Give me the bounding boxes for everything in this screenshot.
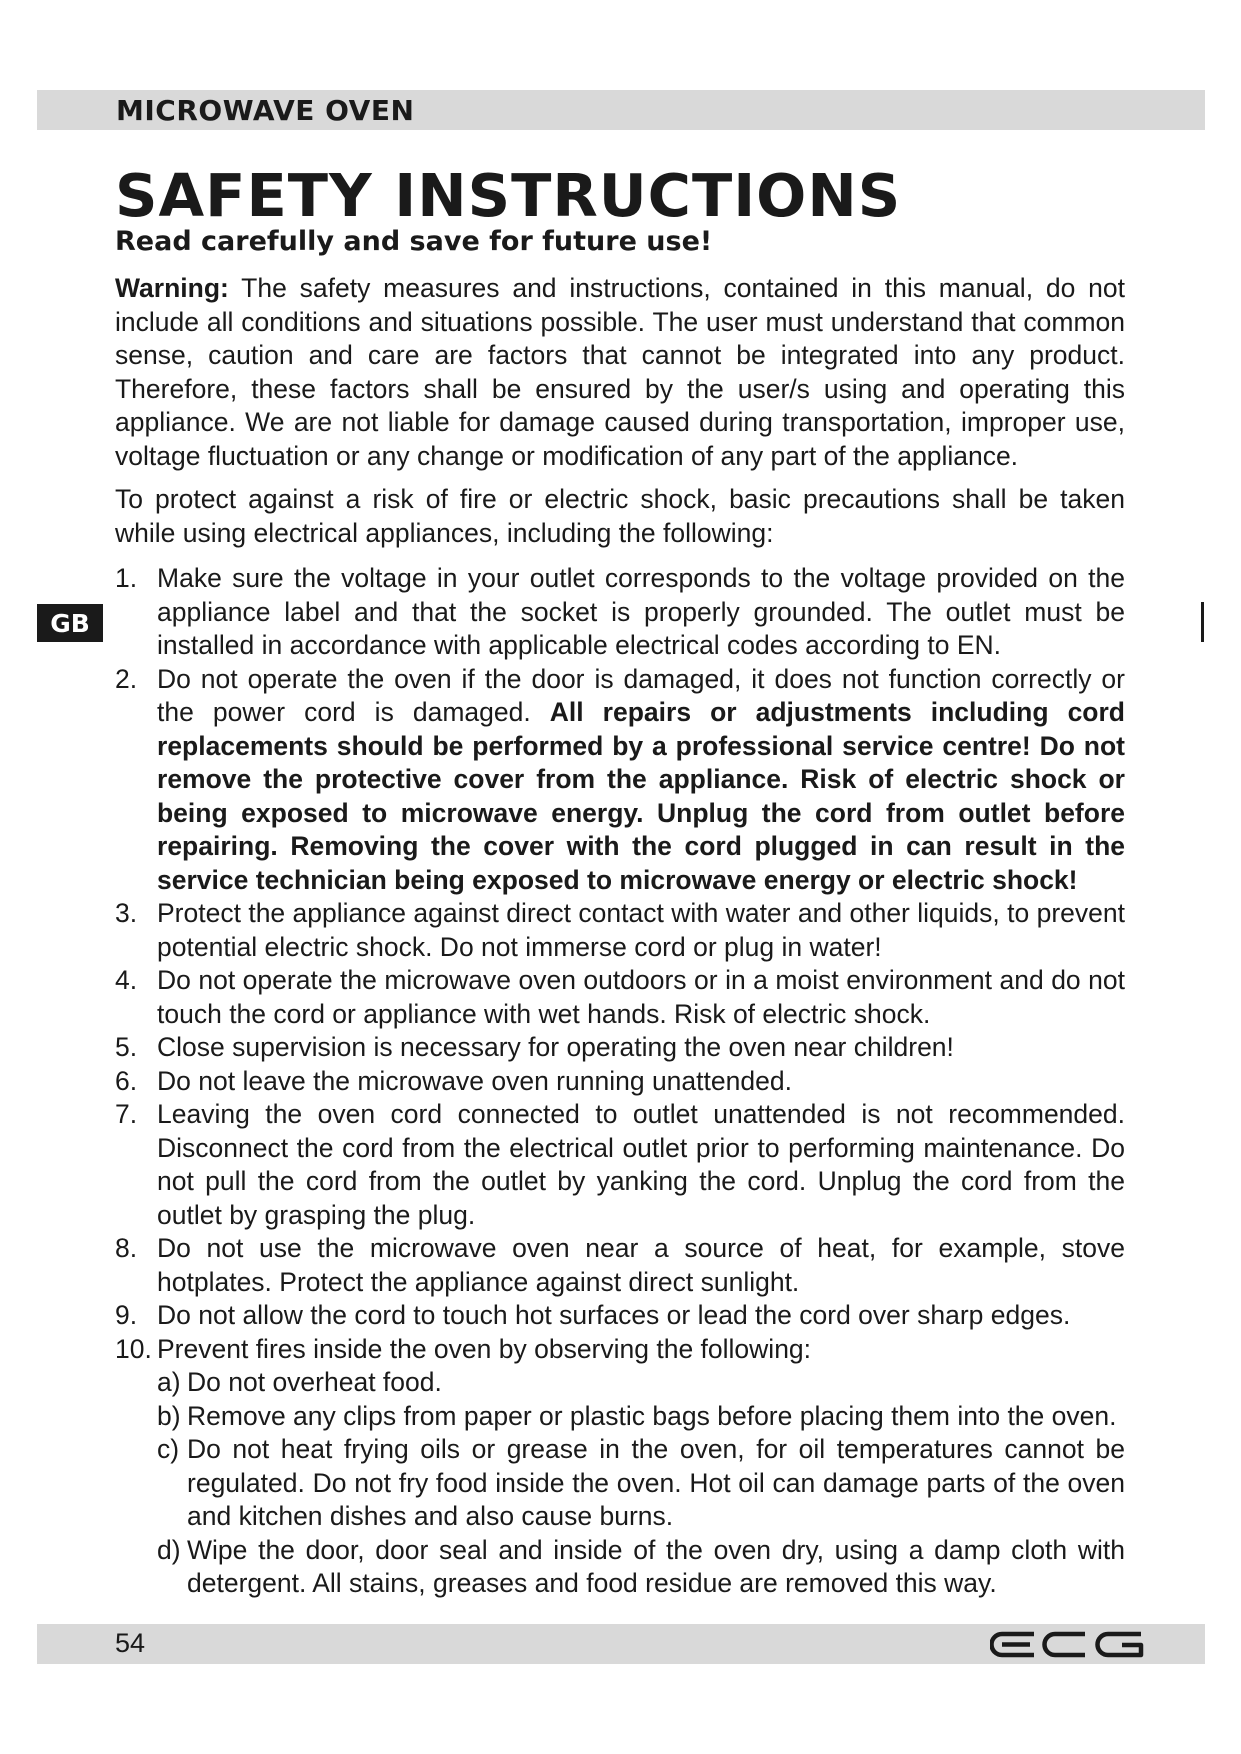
list-item	[115, 562, 1125, 663]
sub-list	[157, 1366, 1125, 1601]
list-item	[115, 1232, 1125, 1299]
warning-text: The safety measures and instructions, contained in this manual, do not include all conditions and situations possible. The user must understand that common sense, caution and care are factors that cannot be integrated into any product. Therefore, these factors shall be ensured by the user/s using and operating this appliance. We are not liable for damage caused during transportation, improper use, voltage fluctuation or any change or modification of any part of the appliance.	[115, 273, 1125, 471]
item-text: Prevent fires inside the oven by observing the following:	[157, 1333, 812, 1364]
list-item	[115, 1065, 1125, 1099]
item-text: Do not operate the oven if the door is damaged, it does not function correctly or the power cord is damaged.	[157, 663, 1125, 727]
list-item	[115, 964, 1125, 1031]
warning-paragraph	[115, 272, 1125, 473]
sub-item-text: Wipe the door, door seal and inside of the oven dry, using a damp cloth with detergent. All stains, greases and food residue are removed this way.	[187, 1534, 1125, 1598]
sub-list-item	[157, 1400, 1125, 1434]
item-number: 9.	[115, 1300, 138, 1330]
item-number: 3.	[115, 898, 138, 928]
sub-item-text: Remove any clips from paper or plastic bags before placing them into the oven.	[187, 1400, 1117, 1431]
section-title: MICROWAVE OVEN	[116, 94, 415, 127]
item-text: Do not use the microwave oven near a source of heat, for example, stove hotplates. Protect the appliance against direct sunlight.	[157, 1233, 1125, 1297]
sub-list-item	[157, 1433, 1125, 1534]
list-item	[115, 1299, 1125, 1333]
sub-item-letter: c)	[157, 1434, 180, 1464]
list-item	[115, 1031, 1125, 1065]
item-bold-text: All repairs or adjustments including cord replacements should be performed by a professional service centre! Do not remove the protective cover from the appliance. Risk of electric shock or being exposed to microwave energy. Unplug the cord from outlet before repairing. Removing the cover with the cord plugged in can result in the service technician being exposed to microwave energy or electric shock!	[157, 697, 1125, 895]
item-number: 10.	[115, 1333, 152, 1364]
sub-item-text: Do not heat frying oils or grease in the oven, for oil temperatures cannot be regulated. Do not fry food inside the oven. Hot oil can damage parts of the oven and kitchen dishes and also cause burns.	[187, 1434, 1125, 1531]
language-tab: GB	[37, 604, 103, 642]
item-text: Make sure the voltage in your outlet corresponds to the voltage provided on the appliance label and that the socket is properly grounded. The outlet must be installed in accordance with applicable electrical codes according to EN.	[157, 563, 1125, 660]
ecg-logo-icon	[990, 1631, 1144, 1658]
sub-item-letter: a)	[157, 1367, 181, 1397]
item-text: Protect the appliance against direct contact with water and other liquids, to prevent potential electric shock. Do not immerse cord or plug in water!	[157, 898, 1125, 962]
list-item	[115, 663, 1125, 898]
item-number: 4.	[115, 965, 138, 995]
sub-list-item	[157, 1366, 1125, 1400]
sub-item-text: Do not overheat food.	[187, 1367, 442, 1397]
page-number: 54	[115, 1628, 146, 1658]
sub-item-letter: b)	[157, 1400, 181, 1431]
item-text: Do not operate the microwave oven outdoors or in a moist environment and do not touch the cord or appliance with wet hands. Risk of electric shock.	[157, 965, 1125, 1029]
item-number: 2.	[115, 663, 138, 694]
margin-marker	[1201, 602, 1204, 642]
header-bar	[37, 90, 1205, 130]
list-item	[115, 1333, 1125, 1601]
list-item	[115, 897, 1125, 964]
sub-item-letter: d)	[157, 1534, 181, 1565]
subtitle: Read carefully and save for future use!	[115, 226, 713, 257]
item-number: 8.	[115, 1233, 138, 1263]
item-number: 5.	[115, 1032, 138, 1062]
list-item	[115, 1098, 1125, 1232]
sub-list-item	[157, 1534, 1125, 1601]
content	[115, 272, 1125, 1601]
item-number: 7.	[115, 1099, 138, 1129]
item-number: 1.	[115, 563, 138, 593]
page-title: SAFETY INSTRUCTIONS	[115, 161, 902, 230]
intro-paragraph: To protect against a risk of fire or electric shock, basic precautions shall be taken while using electrical appliances, including the following:	[115, 484, 1125, 548]
item-text: Do not allow the cord to touch hot surfaces or lead the cord over sharp edges.	[157, 1300, 1071, 1330]
instruction-list	[115, 562, 1125, 1601]
warning-label: Warning:	[115, 273, 229, 303]
item-text: Leaving the oven cord connected to outlet unattended is not recommended. Disconnect the cord from the electrical outlet prior to performing maintenance. Do not pull the cord from the outlet by yanking the cord. Unplug the cord from the outlet by grasping the plug.	[157, 1099, 1125, 1230]
item-text: Close supervision is necessary for operating the oven near children!	[157, 1032, 954, 1062]
item-number: 6.	[115, 1065, 138, 1096]
footer-bar	[37, 1624, 1205, 1664]
item-text: Do not leave the microwave oven running unattended.	[157, 1065, 792, 1096]
